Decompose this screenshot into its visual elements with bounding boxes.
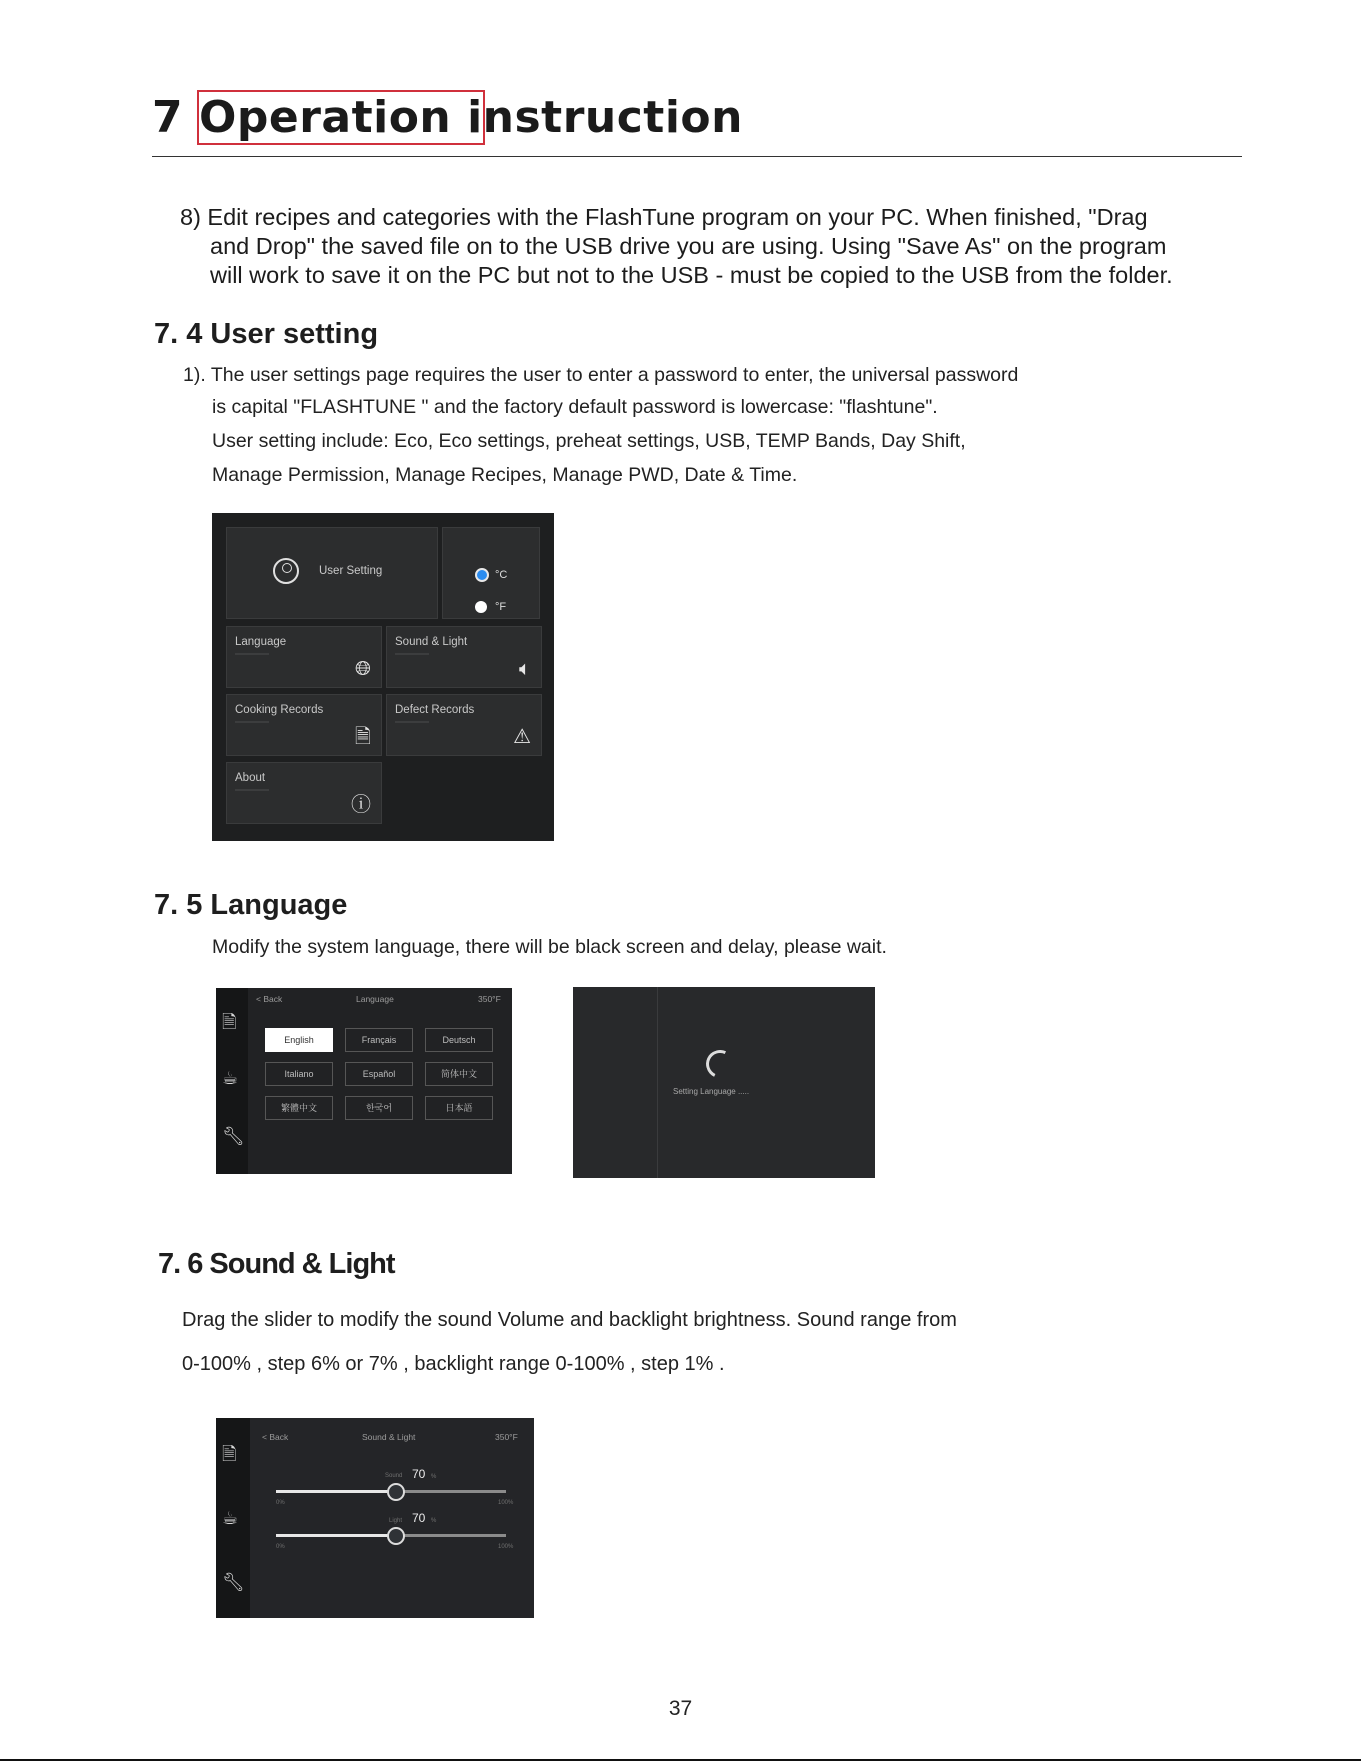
- back-button[interactable]: < Back: [262, 1432, 289, 1442]
- cooking-records-tile-label: Cooking Records: [235, 704, 324, 716]
- user-avatar-icon: [273, 558, 299, 584]
- wrench-icon[interactable]: 🔧︎: [222, 1572, 245, 1592]
- language-tile[interactable]: [226, 626, 382, 688]
- item-8-line-3: will work to save it on the PC but not to the USB - must be copied to the USB from the folder.: [210, 262, 1173, 288]
- title-rest: nstruction: [482, 92, 743, 143]
- item-8-line-1: 8) Edit recipes and categories with the FlashTune program on your PC. When finished, "Drag: [180, 204, 1148, 230]
- light-label: Light: [389, 1518, 403, 1524]
- setting-language-status: Setting Language .....: [673, 1087, 750, 1096]
- user-setting-label: User Setting: [319, 565, 383, 577]
- sound-max-label: 100%: [498, 1500, 514, 1506]
- defect-records-tile[interactable]: [386, 694, 542, 756]
- title-highlight: Operation i: [198, 92, 483, 143]
- light-min-label: 0%: [276, 1544, 285, 1550]
- title-rule: [152, 156, 1242, 157]
- globe-icon: 🌐︎: [355, 658, 371, 680]
- temperature-readout: 350°F: [495, 1432, 518, 1442]
- sound-light-tile-label: Sound & Light: [395, 636, 468, 648]
- sound-light-line-1: Drag the slider to modify the sound Volume and backlight brightness. Sound range from: [182, 1309, 957, 1331]
- light-slider-rest: [396, 1534, 506, 1537]
- recipe-book-icon[interactable]: 🗎︎: [222, 1444, 237, 1464]
- celsius-label: °C: [495, 569, 508, 581]
- light-unit: %: [431, 1518, 437, 1524]
- lang-traditional-chinese[interactable]: 繁體中文: [265, 1096, 333, 1120]
- side-rail: [216, 988, 248, 1174]
- user-setting-tile[interactable]: [226, 527, 438, 619]
- lang-italiano[interactable]: Italiano: [265, 1062, 333, 1086]
- user-setting-line-4: Manage Permission, Manage Recipes, Manage PWD, Date & Time.: [212, 464, 798, 486]
- light-value: 70: [412, 1511, 426, 1525]
- info-icon: ⓘ: [351, 794, 371, 816]
- sound-slider-rest: [396, 1490, 506, 1493]
- chef-hat-icon[interactable]: ☕︎: [222, 1508, 239, 1528]
- item-8-line-2: and Drop" the saved file on to the USB drive you are using. Using "Save As" on the program: [210, 233, 1167, 259]
- temperature-readout: 350°F: [478, 994, 501, 1004]
- sound-light-tile[interactable]: [386, 626, 542, 688]
- lang-francais[interactable]: Français: [345, 1028, 413, 1052]
- wrench-icon[interactable]: 🔧︎: [222, 1126, 245, 1146]
- section-7-5-heading: 7. 5 Language: [154, 889, 348, 921]
- chef-hat-icon[interactable]: ☕︎: [222, 1068, 239, 1088]
- sound-light-screen-title: Sound & Light: [362, 1432, 416, 1442]
- language-tile-label: Language: [235, 636, 287, 648]
- sound-label: Sound: [385, 1473, 403, 1479]
- sound-slider[interactable]: [276, 1490, 506, 1493]
- user-setting-line-1: 1). The user settings page requires the user to enter a password to enter, the universal password: [183, 364, 1019, 386]
- screen-divider: [657, 987, 658, 1178]
- lang-japanese[interactable]: 日本語: [425, 1096, 493, 1120]
- speaker-icon: 🔈︎: [519, 658, 531, 680]
- lang-korean[interactable]: 한국어: [345, 1096, 413, 1120]
- loading-spinner-icon: [702, 1046, 738, 1082]
- user-setting-line-3: User setting include: Eco, Eco settings, preheat settings, USB, TEMP Bands, Day Shift,: [212, 430, 966, 452]
- section-7-4-heading: 7. 4 User setting: [154, 318, 379, 350]
- sound-min-label: 0%: [276, 1500, 285, 1506]
- sound-light-screen: [216, 1418, 534, 1618]
- about-tile-label: About: [235, 772, 266, 784]
- language-screen-title: Language: [356, 994, 394, 1004]
- sound-light-line-2: 0-100% , step 6% or 7% , backlight range 0-100% , step 1% .: [182, 1353, 725, 1375]
- item-8-paragraph: [180, 203, 1240, 290]
- sound-slider-knob[interactable]: [387, 1483, 405, 1501]
- side-rail: [216, 1418, 250, 1618]
- fahrenheit-radio[interactable]: [475, 601, 487, 613]
- warning-icon: ⚠︎: [513, 726, 531, 748]
- lang-simplified-chinese[interactable]: 简体中文: [425, 1062, 493, 1086]
- cooking-records-tile[interactable]: [226, 694, 382, 756]
- light-slider-knob[interactable]: [387, 1527, 405, 1545]
- light-slider[interactable]: [276, 1534, 506, 1537]
- sound-unit: %: [431, 1474, 437, 1480]
- lang-english[interactable]: English: [265, 1028, 333, 1052]
- page-number: 37: [668, 1697, 693, 1720]
- temp-unit-tile: [442, 527, 540, 619]
- about-tile[interactable]: [226, 762, 382, 824]
- section-7-6-heading: 7. 6 Sound & Light: [158, 1248, 395, 1280]
- back-button[interactable]: < Back: [256, 994, 283, 1004]
- user-setting-screen: [212, 513, 554, 841]
- section-number: 7: [152, 92, 184, 143]
- recipe-book-icon[interactable]: 🗎︎: [222, 1012, 237, 1032]
- defect-records-tile-label: Defect Records: [395, 704, 475, 716]
- language-screen: [216, 988, 512, 1174]
- setting-language-screen: [573, 987, 875, 1178]
- page-title: [152, 92, 743, 143]
- lang-espanol[interactable]: Español: [345, 1062, 413, 1086]
- fahrenheit-label: °F: [495, 601, 507, 613]
- language-description: Modify the system language, there will be black screen and delay, please wait.: [212, 936, 887, 958]
- document-icon: 🗎︎: [354, 726, 371, 748]
- celsius-radio[interactable]: [475, 568, 489, 582]
- light-max-label: 100%: [498, 1544, 514, 1550]
- user-setting-line-2: is capital "FLASHTUNE " and the factory default password is lowercase: "flashtune".: [212, 396, 938, 418]
- sound-value: 70: [412, 1467, 426, 1481]
- lang-deutsch[interactable]: Deutsch: [425, 1028, 493, 1052]
